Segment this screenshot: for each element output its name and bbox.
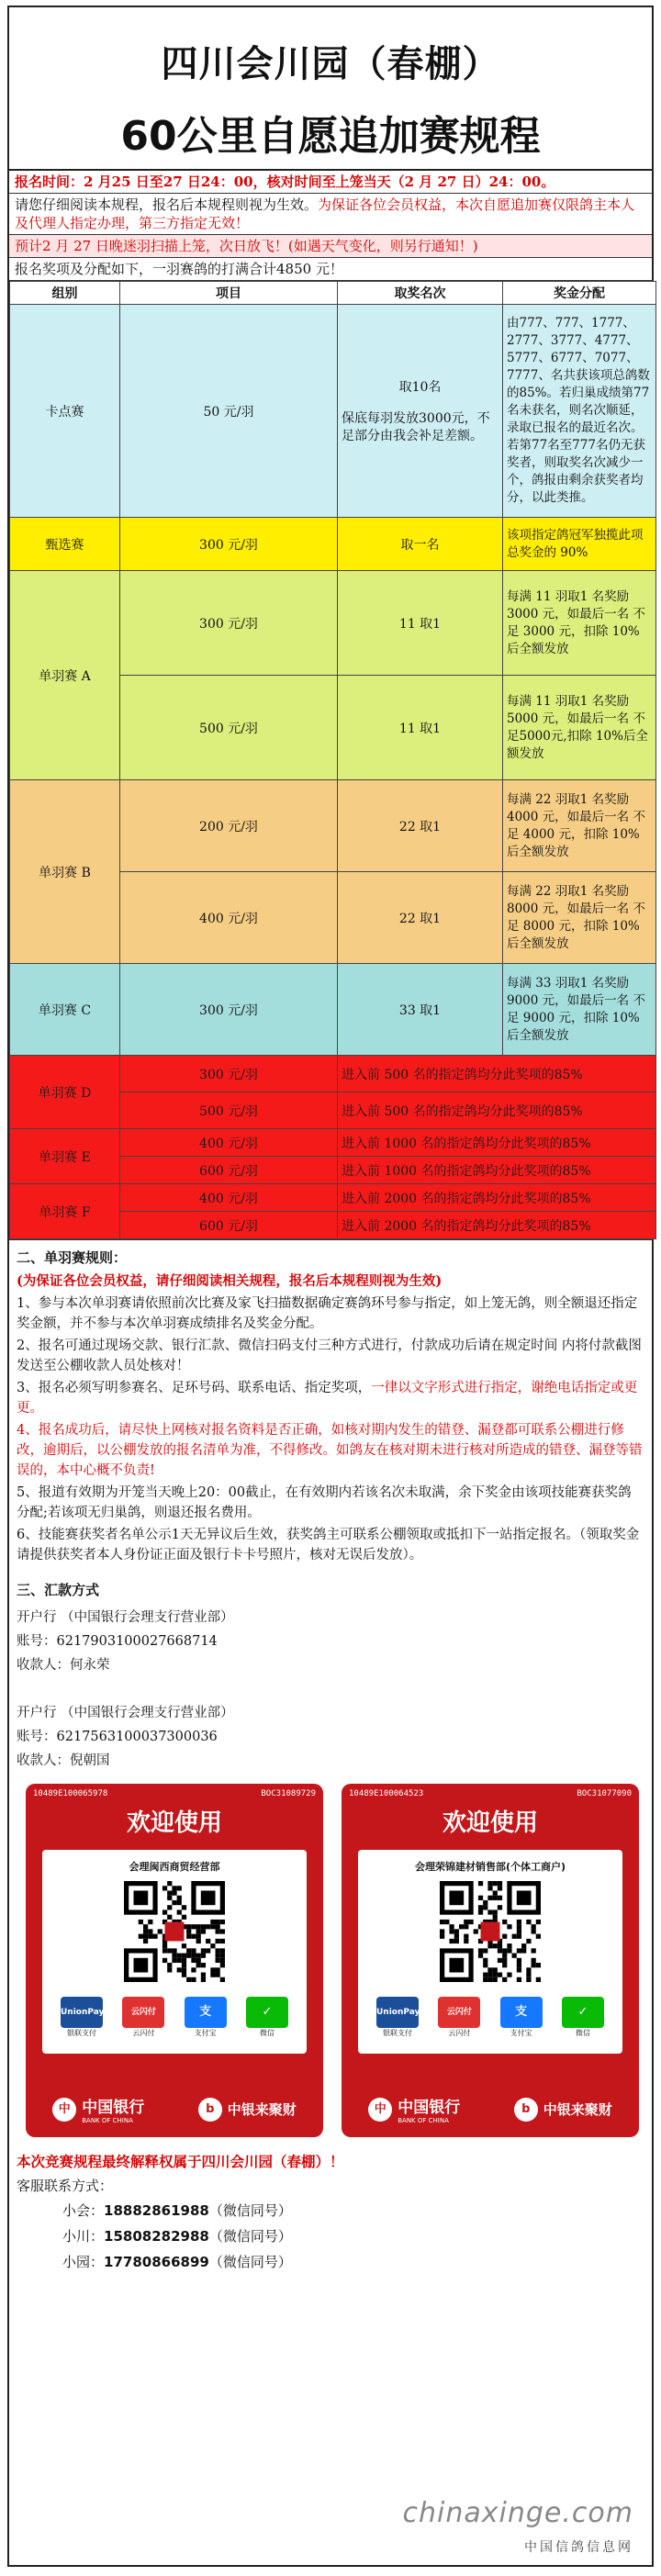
jucaifu-logo-icon: b 中银来聚财 <box>514 2098 612 2122</box>
qr-code-icon[interactable] <box>440 1881 541 1982</box>
contact-item: 小园：17780866899（微信同号） <box>62 2254 292 2270</box>
rule-6: 6、技能赛获奖者名单公示1天无异议后生效，获奖鸽主可联系公棚领取或抵扣下一站指定报名。（领取奖金请提供获奖者本人身份证正面及银行卡卡号照片，核对无误后发放）。 <box>17 1528 640 1562</box>
protect-notice: 为保证各位会员权益，本次自愿追加赛仅限鸽主本人及代理人指定办理，第三方指定无效！ <box>15 196 635 231</box>
boc-logo-icon: 中 中国银行 BANK OF CHINA <box>368 2094 460 2124</box>
card-2-shop: 会理荣锦建材销售部(个体工商户) <box>414 1861 566 1873</box>
final-interpretation-note: 本次竞赛规程最终解释权属于四川会川园（春棚）！ <box>17 2153 344 2170</box>
rule-3: 3、报名必须写明参赛名、足环号码、联系电话、指定奖项，一律以文字形式进行指定，谢绝电话指定或更更。 <box>17 1381 638 1416</box>
card-2-welcome: 欢迎使用 <box>442 1809 538 1837</box>
race-title: 60公里自愿追加赛规程 <box>120 113 541 160</box>
account-2-number[interactable]: 账号：6217563100037300036 <box>17 1730 218 1744</box>
rule-4: 4、报名成功后，请尽快上网核对报名资料是否正确，如核对期内发生的错登、漏登都可联系公棚进行修改，逾期后，以公棚发放的报名清单为准，不得修改。如鸽友在核对期未进行核对所造成的错登、漏登等错误的，本中心概不负责! <box>17 1423 643 1478</box>
header-group: 组别 <box>10 282 120 305</box>
registration-time: 报名时间：2 月25 日至27 日24：00，核对时间至上笼当天（2 月 27 日）24：00。 <box>9 171 652 194</box>
contact-title: 客服联系方式： <box>17 2178 114 2194</box>
card-1-shop: 会理闽西商贸经营部 <box>129 1861 220 1873</box>
row-single-f-1: 单羽赛 F 400 元/羽 进入前 2000 名的指定鸽均分此奖项的85% <box>10 1184 656 1212</box>
phone-link[interactable]: 17780866899 <box>104 2254 209 2270</box>
rules-document <box>7 6 654 2567</box>
phone-link[interactable]: 15808282988 <box>104 2228 209 2245</box>
title-box <box>9 7 652 171</box>
row-single-c: 单羽赛 C 300 元/羽 33 取1 每满 33 羽取1 名奖励 9000 元，如最后一名 不足 9000 元，扣除 10%后全额发放 <box>10 964 656 1056</box>
contact-item: 小川：15808282988（微信同号） <box>62 2228 292 2245</box>
payment-section <box>9 1571 652 1776</box>
watermark-cn: 中国信鸽信息网 <box>524 2540 633 2555</box>
unionpay-icon: UnionPay 银联支付 <box>61 1997 103 2038</box>
header-rank: 取奖名次 <box>338 282 503 305</box>
boc-logo-icon: 中 中国银行 BANK OF CHINA <box>52 2094 144 2124</box>
qr-code-area <box>9 1784 652 2146</box>
jucaifu-logo-icon: b 中银来聚财 <box>198 2098 297 2122</box>
qr-card-1 <box>26 1784 323 2137</box>
watermark-site: chinaxinge.com <box>402 2497 633 2529</box>
notice <box>9 194 652 235</box>
forecast: 预计2 月 27 日晚迷羽扫描上笼，次日放飞！(如遇天气变化，则另行通知！) <box>9 235 652 258</box>
contact-item: 小会：18882861988（微信同号） <box>62 2202 292 2219</box>
contact-list <box>17 2198 644 2275</box>
account-1-bank: 开户行 （中国银行会理支行营业部） <box>17 1610 234 1625</box>
distribution-header: 报名奖项及分配如下，一羽赛鸽的打满合计4850 元！ <box>9 258 652 281</box>
phone-link[interactable]: 18882861988 <box>104 2202 209 2219</box>
rules-title: 二、单羽赛规则： <box>17 1249 128 1266</box>
alipay-icon: 支 支付宝 <box>500 1997 543 2038</box>
card-1-welcome: 欢迎使用 <box>126 1809 222 1837</box>
row-selection: 甄选赛 300 元/羽 取一名 该项指定鸽冠军独揽此项总奖金的 90% <box>10 518 656 571</box>
row-single-a-2: 500 元/羽 11 取1 每满 11 羽取1 名奖励 5000 元，如最后一名 不足5000元,扣除 10%后全额发放 <box>10 676 656 780</box>
card-1-code-right: BOC31089729 <box>261 1789 316 1798</box>
account-2-bank: 开户行 （中国银行会理支行营业部） <box>17 1706 234 1720</box>
rule-1: 1、参与本次单羽赛请依照前次比赛及家飞扫描数据确定赛鸽环号参与指定，如上笼无鸽，则全额退还指定奖金额，并不参与本次单羽赛成绩排名及奖金分配。 <box>17 1296 638 1331</box>
qr-code-icon[interactable] <box>124 1881 225 1982</box>
row-checkpoint: 卡点赛 50 元/羽 取10名 保底每羽发放3000元，不足部分由我会补足差额。 由777、777、1777、2777、3777、4777、5777、6777、7077、7777、名共获该项总鸽数的85%。若归巢成绩第77名未获名，则名次顺延，录取已报名的最近名次。若第77名至777名仍无获奖者，则取奖名次减少一个，鸽报由剩余获奖者均分，以此类推。 <box>10 305 656 518</box>
cloudpay-icon: 云闪付 云闪付 <box>438 1997 480 2038</box>
row-single-d-1: 单羽赛 D 300 元/羽 进入前 500 名的指定鸽均分此奖项的85% <box>10 1056 656 1092</box>
wechat-icon: ✓ 微信 <box>562 1997 604 2038</box>
read-notice: 请您仔细阅读本规程，报名后本规程则视为生效。 <box>15 196 319 213</box>
account-1-number[interactable]: 账号：6217903100027668714 <box>17 1634 218 1649</box>
row-single-b-2: 400 元/羽 22 取1 每满 22 羽取1 名奖励 8000 元，如最后一名 不足 8000 元，扣除 10%后全额发放 <box>10 872 656 964</box>
wechat-icon: ✓ 微信 <box>246 1997 288 2038</box>
account-2-holder: 收款人：倪朝国 <box>17 1753 110 1768</box>
qr-card-2 <box>342 1784 639 2137</box>
row-single-d-2: 500 元/羽 进入前 500 名的指定鸽均分此奖项的85% <box>10 1092 656 1129</box>
card-2-code-right: BOC31077090 <box>577 1789 632 1798</box>
card-2-code: 10489E100064523 <box>349 1789 424 1798</box>
rule-5: 5、报道有效期为开笼当天晚上20：00截止，在有效期内若该名次未取满，余下奖金由该项技能赛获奖鸽分配;若该项无归巢鸽，则退还报名费用。 <box>17 1485 632 1520</box>
rules-section <box>9 1239 652 1571</box>
row-single-e-2: 600 元/羽 进入前 1000 名的指定鸽均分此奖项的85% <box>10 1157 656 1184</box>
rule-2: 2、报名可通过现场交款、银行汇款、微信扫码支付三种方式进行，付款成功后请在规定时间 内将付款截图发送至公棚收款人员处核对！ <box>17 1338 642 1373</box>
unionpay-icon: UnionPay 银联支付 <box>376 1997 419 2038</box>
account-1-holder: 收款人：何永荣 <box>17 1658 110 1673</box>
loft-title: 四川会川园（春棚） <box>161 43 500 85</box>
alipay-icon: 支 支付宝 <box>185 1997 227 2038</box>
header-award: 奖金分配 <box>503 282 656 305</box>
row-single-e-1: 单羽赛 E 400 元/羽 进入前 1000 名的指定鸽均分此奖项的85% <box>10 1129 656 1157</box>
closing-section <box>9 2146 652 2279</box>
row-single-f-2: 600 元/羽 进入前 2000 名的指定鸽均分此奖项的85% <box>10 1212 656 1239</box>
prize-table <box>9 281 656 1239</box>
payment-title: 三、汇款方式 <box>17 1582 100 1598</box>
card-1-code: 10489E100065978 <box>33 1789 108 1798</box>
row-single-b-1: 单羽赛 B 200 元/羽 22 取1 每满 22 羽取1 名奖励 4000 元，如最后一名 不足 4000 元，扣除 10%后全额发放 <box>10 780 656 872</box>
header-item: 项目 <box>120 282 338 305</box>
rules-subtitle: (为保证各位会员权益，请仔细阅读相关规程，报名后本规程则视为生效) <box>17 1273 443 1289</box>
row-single-a-1: 单羽赛 A 300 元/羽 11 取1 每满 11 羽取1 名奖励 3000 元，如最后一名 不足 3000 元，扣除 10%后全额发放 <box>10 571 656 676</box>
cloudpay-icon: 云闪付 云闪付 <box>122 1997 164 2038</box>
